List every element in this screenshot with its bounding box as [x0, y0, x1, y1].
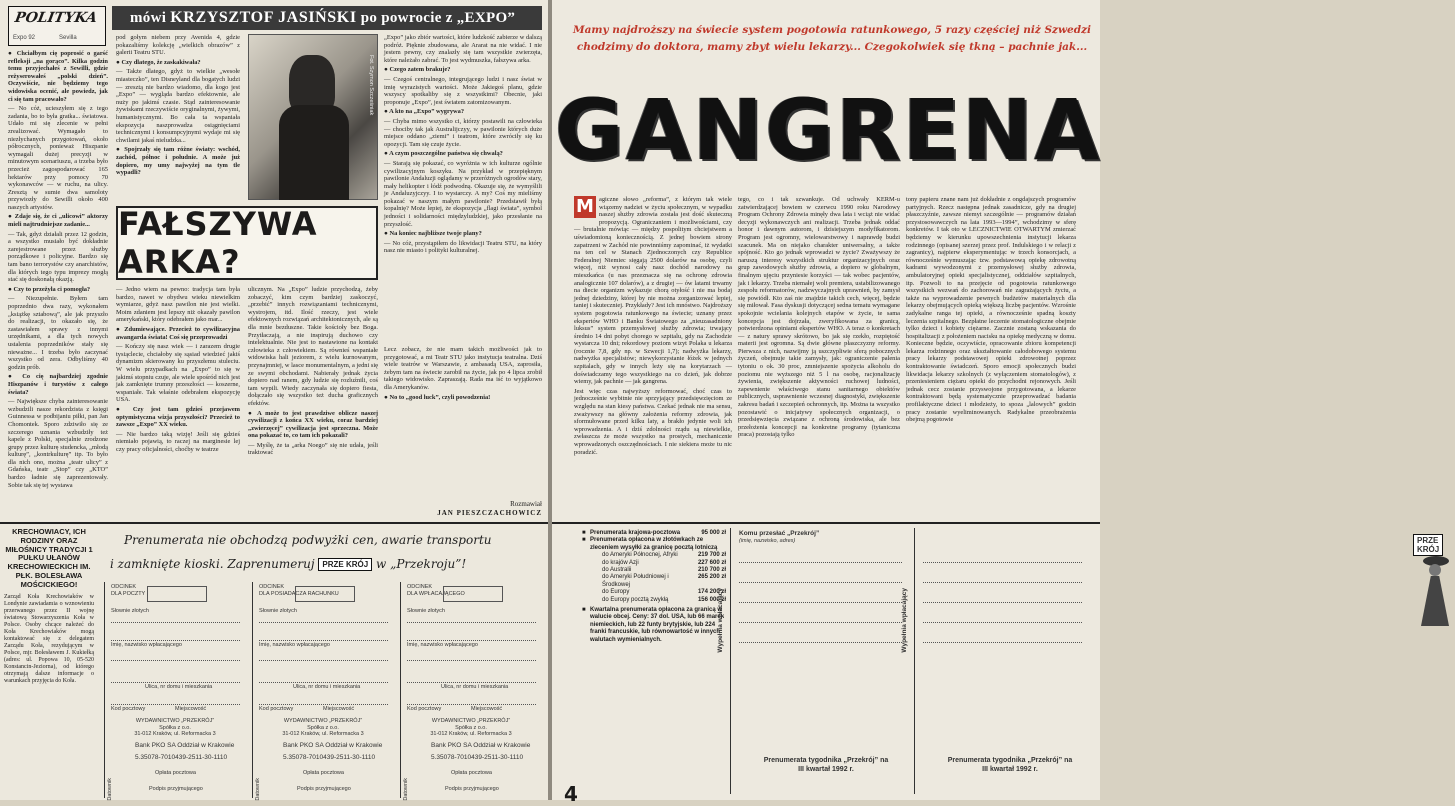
address-label: Ulica, nr domu i mieszkania [441, 684, 509, 690]
article-title-text: GANGRENA [554, 81, 1102, 179]
address-label: Ulica, nr domu i mieszkania [145, 684, 213, 690]
recipient-form-2[interactable] [901, 528, 1440, 794]
amount-words-line[interactable] [259, 622, 388, 623]
interview-question: ● Co cię najbardziej zgodnie Hiszpanów i turystów z całego świata? [8, 373, 108, 396]
publisher-line: 31-012 Kraków, ul. Reformacka 3 [282, 731, 364, 737]
article-column-1-text: agiczne słowo „reforma”, z którym tak wiele wiązemy nadziei w życiu społecznym, w wypadku naszej służby zdrowia została jest dość skuteczną propozycją. Ograniczaniem i możliwościami, czy — brutalnie mówiąc — między pospolitym chciejstwem a uświadomioną koniecznością. Z jednej bowiem strony zapatrzeni w Zachód nie powinniśmy zapominać, iż wydatki na ten cel w Stanach Zjednoczonych czy Republice Federalnej Niemiec sięgają 2500 dolarów na osobę, czyli więcej, niż wynosi cały nasz dochód narodowy na mieszkańca (u nas przeznacza się na ochronę zdrowia analogicznie 107 dolarów), a z drugiej — ów latami trwamy na diecie organizm wykazuje chorą otyłość i nie ma bodaj jednej dziedziny, której by nie można zorganizować lepiej, taniej i skuteczniej. Przykłady? Jest ich mnóstwo. Najdroższy system pogotowia ratunkowego na świecie; uznany przez ekspertów WHO i Banku Światowego za „nieuzasadniony luksus” system przemysłowej służby zdrowia; trwający średnio 14 dni pobyt chorego w szpitalu, gdy na Zachodzie wystarcza 10 dni; rekordowy poziom wizyt Polaka u lekarza (rocznie 7,8, gdy np. w Szwecji 1,7); nadwyżka lekarzy, nadwyżka specjalistów; niewykorzystanie łóżek w jednych szpitalach, gdy w innych leży się na korytarzach — doświadczamy tego wszystkiego na co dzień, jak dobrze wiemy, jak pachnie — jak gangrena. [574, 196, 732, 386]
interview-answer: — Myślę, że ta „arka Noego” się nie udała, jeśli traktować [248, 441, 378, 457]
bank-name: Bank PKO SA Oddział w Krakowie [431, 742, 531, 749]
form-header: ODCINEK [259, 584, 285, 590]
payment-form[interactable] [400, 582, 542, 801]
signature-label: Podpis przyjmującego [445, 786, 499, 792]
form-header: ODCINEK [111, 584, 137, 590]
article-column-1 [574, 196, 732, 522]
recipient-form-headsub: (imię, nazwisko, adres) [739, 538, 796, 544]
interview-question: ● No to „good luck”, czyli powodzenia! [384, 393, 491, 401]
recipient-line[interactable] [739, 562, 902, 563]
payment-form[interactable] [252, 582, 394, 801]
interview-answer: „Expo” jako zbiór wartości, które ludzkość zabierze w dalszą podróż. Pięknie zbudowana, ale Ararat na nie widać. I nie jestem pewny, czy znalazły się tam wszystkie zwierzęta, które należało zabrać. To jest wydmuszka, fałszywa arka. [384, 34, 542, 64]
interview-column-2 [116, 34, 240, 199]
interview-column-6 [384, 346, 542, 518]
form-header-2: DLA POSIADACZA RACHUNKU [259, 591, 339, 597]
offer-item [582, 530, 726, 537]
polityka-logo [8, 6, 106, 46]
name-label: Imię, nazwisko wpłacającego [407, 642, 478, 648]
offer-item-label: Prenumerata krajowa-pocztowa [590, 530, 681, 536]
interview-question: ● A kto na „Expo” wygrywa? [384, 108, 465, 116]
city-line[interactable] [111, 704, 240, 705]
datownik-label: Datownik [107, 778, 113, 801]
page-number: 4 [564, 782, 578, 806]
interview-column-3 [384, 34, 542, 344]
interview-answer: — No cóż, ucieszyłem się z tego zadania, bo to była gratka... światowa. Udało mi się zlecenie w pełni zrealizować. Wymagało to niezłychanych przygotowań, około półrocznych, ponieważ Hiszpanie wymagali dużej precyzji w minutowym scenariuszu, a trzeba było przecież zagospodarować 165 hektarów przy pomocy 70 wykonawców — w ruchu, na ulicy. Zresztą w sumie dwa samoloty przywiozły do Sewilli około 400 naszych artystów. [8, 105, 108, 211]
publisher-block [109, 718, 241, 738]
amount-words-label: Słownie złotych [259, 608, 297, 614]
interview-answer: — Największe chyba zainteresowanie wzbudzili nasze rekordzista z księgi Guinnessa w podbijaniu piłki, pan Jan Chomontek. Sporo zdziwiło się ze szczerego uznania wzbudziły też kapele z Polski, specjalnie zrodzone grupy przez kulturę studencka, „młodą kulturę”, „kontrkulturę” itp. To było dla nich ono, można „teatr ulicy” z Gdańska, teatr „Stop” czy „KTO” bardzo ładnie się zaprezentowały. Sobie tak się tej wystawa [8, 398, 108, 489]
signature-name: JAN PIESZCZACHOWICZ [437, 509, 542, 517]
interview-answer: — Jedno wiem na pewno: tradycja tam była bardzo, nawet w obydwu wieku niewielkim wymiarze, gdyż nasz pawilon nie jest wielki. Moim zdaniem jest lepszy niż okazały pawilon amerykański, który odebrałem jako mar... [116, 286, 240, 324]
publisher-line: Spółka z o.o. [159, 724, 191, 731]
recipient-line[interactable] [923, 582, 1082, 583]
name-line-2[interactable] [259, 660, 388, 661]
postal-fee-label: Opłata pocztowa [303, 770, 344, 776]
interview-answer: ulicznym. Na „Expo” ludzie przychodzą, żeby zobaczyć, kim czym bardziej zaskoczyć, „przebić” innych rozwiązaniami technicznymi, wystrojem, itd. Ilość rzeczy, jest wiele efektownych rozwiązań architektonicznych, ale są dla mnie bezduszne. Takie kościoły bez Boga. Przytłaczają, a nie inspirują duchowo czy intelektualnie. Nie jest to nastawione na kontakt człowieka z człowiekiem. Są równieś wspaniałe widowiska hali jeziorem, z wielu kurnowanym, przynajmniej, w lasce monumentalnym, a jedni się ze swymi obchodami. Nabierały jednak życia dopiero nad ranem, gdy ludzie się rozluźnili, coś tam wypili. Wtedy zaczynała się dopiero fiesta, dołączało się wszystko też ducha graficznych efektów. [248, 286, 378, 407]
interview-question: ● Czy dlatego, że zaskakiwała? [116, 58, 201, 66]
photo-caption: Fot. Szymon Szcześniak [368, 55, 374, 116]
address-line[interactable] [259, 682, 388, 683]
publisher-block [405, 718, 537, 738]
offer-row [582, 574, 726, 589]
interview-column-1 [8, 50, 108, 520]
article-column-2-text: tego, co i tak szwankuje. Od uchwały KERM-u zatwierdzającej bowiem w czerwcu 1990 roku Narodowy Program Ochrony Zdrowia minęły dwa lata i wciąż nie widać decyzji wykonawczych ani realizacji. Trzeba jednak oddać honor i dawnym autorom, i dzisiejszym modyfikatorom. Program jest ogromny, wielowarstwowy i naprawdę budzi szacunek. Ma on niejako charakter uniwersalny, a także spójność. Kto go jednak wprowadzi w życie? Zważywszy że naruszą interesy wszystkich struktur organizacyjnych oraz grup zawodowych służby zdrowia, a dopiero w globalnym, finalnym ujęciu przyniesie korzyści — tak wobec pacjentów, jak i lekarzy. Trzeba niemałej woli premiera, ustabilizowanego zespołu reformatorów, nadzwyczajnych uprawnień, by zamysł się powiódł. Kto zaś nie znajdzie takich cech, więcej, będzie się miłował. Fasa dyskusji dotyczącej sedna tematu wymagane spokojnie wcielania kolejnych etapów w życie, te sama koncepcja jest dojrzała, zweryfikowana za granicą, potwierdzona opiniami ekspertów WHO. A teraz o konkretach — z natury sprawy skrótowo, bo jak się rzekło, rozpiętość materii jest ogromna. Są dwie główne płaszczyzny reformy. Pierwsza z nich, nazwijmy ją uszczypliwie sferą pobocznych życzeń, obejmuje takie zamysły, jak: ograniczenie palenia tytoniu o ok. 30 proc, zmniejszenie spożycia alkoholu do poziomu nie wyższego niż 5 l na osobę, racjonalizację żywienia, zwiększenie aktywności ruchowej ludności, zapewnienie właściwego stanu sanitarnego obiektów publicznych, usprawnienie wczesnej diagnostyki, zwiększenie zakresu badań i szczepień ochronnych, itp. Można ta wszystko pozostawić o inicjatywy społecznych organizacji, o przedsięwzięcia związane z ochroną środowiska, ale bez przełożenia koncepcji na konkretne programy (tytaniczna praca) pozostają tylko [738, 196, 900, 439]
publisher-line: WYDAWNICTWO „PRZEKRÓJ” [135, 718, 215, 724]
recipient-line[interactable] [739, 642, 902, 643]
interview-answer: — Także dlatego, gdyż to wielkie „wesołe miasteczko”, ten Disneyland dla bogatych ludzi — zresztą nie bardzo wiadomo, dla kogo jest „Expo” — wygląda bardzo efektownie, ale nuży po jakimś czasie. Stąd zainteresowanie żywiskami rzeczywiście oryginalnymi, żywymi, humanistycznymi. Bo cała ta wspaniała ekspozycja naszprowadza osiągnięciami technicznymi i konsumpcyjnymi wydaje mi się chwilami jakaś nieludzka... [116, 68, 240, 144]
lady-illustration [1415, 556, 1455, 628]
przekroj-logo: PRZE KRÓJ [318, 558, 372, 571]
publisher-line: 31-012 Kraków, ul. Reformacka 3 [430, 731, 512, 737]
recipient-line[interactable] [923, 562, 1082, 563]
article-column-1-text-b: Jest więc czas najwyższy reformować, choć czas to jednocześnie wybitnie nie sprzyjający przedsięwzięciom ze względu na stan kiesy państwa. Czekać jednak nie ma sensu, zważywszy na główny założenia reformy zdrowia, jak sformułowane przed kilku laty, a brakło jedynie woli ich wprowadzenia. A i dziś zdolności rządu są niewielkie, zwłaszcza że może wszystko na prostych, mechanicznie wprowadzonych oszczędnościach. I nie siekiera może tu nic poradzić. [574, 387, 732, 456]
offer-row-label: do Europy pocztą zwykłą [602, 596, 669, 603]
interview-question: ● Czy jest tam gdzieś przejawem optymistyczna wizja przyszłości? Przecież to zawsze „Expo” XX wieku. [116, 405, 240, 429]
offer-row [582, 552, 726, 559]
offer-row [582, 597, 726, 604]
recipient-line[interactable] [739, 622, 902, 623]
amount-words-line[interactable] [111, 622, 240, 623]
signature-label: Podpis przyjmującego [297, 786, 351, 792]
offer-row [582, 589, 726, 596]
datownik-label: Datownik [255, 778, 261, 801]
fake-ark-text: FAŁSZYWA ARKA? [118, 205, 318, 281]
recipient-form-side-caption: Wypełnia wpłacający [717, 588, 724, 653]
krechowiacy-body: Zarząd Koła Krechowiaków w Londynie zawiadamia o wznowieniu przerwanego przez II wojnę światową Stowarzyszenia Koła w Polsce. Osoby chcące należeć do Koła Krechowiaków mogą kontaktować się z delegatem Zarządu Koła, rezydującym w Polsce, mjr. Bolesławem J. Kukiełką (adres: ul. Popowa 10, 05-520 Konstancin-Jeziorna), od którego otrzymają dalsze informacje o warunkach przyjęcia do Koła. [4, 593, 94, 684]
photo-figure-body [279, 105, 349, 200]
subscription-prices [582, 530, 726, 750]
offer-item-label: Prenumerata opłacona w złotówkach ze zleceniem wysyłki za granicę pocztą lotniczą [590, 537, 718, 551]
offer-row [582, 560, 726, 567]
recipient-form[interactable] [717, 528, 910, 794]
city-label: Kod pocztowy [259, 706, 294, 712]
interview-question: ● A czym poszczególne państwa się chwalą? [384, 150, 503, 158]
name-label: Imię, nazwisko wpłacającego [111, 642, 182, 648]
city-label: Kod pocztowy [111, 706, 146, 712]
offer-row-price: 210 700 zł [697, 567, 726, 574]
name-line-2[interactable] [407, 660, 536, 661]
interview-answer: — Nie bardzo taką wizję! Jeśli się gdzieś niemiało pojawią, to raczej na marginesie lej czy pracy oficjalności, choćby w teatrze [116, 430, 240, 453]
address-label: Ulica, nr domu i mieszkania [293, 684, 361, 690]
offer-item-price: 95 000 zł [701, 530, 726, 536]
city-line[interactable] [407, 704, 536, 705]
subscription-promo [104, 528, 544, 578]
name-line[interactable] [259, 640, 388, 641]
recipient-line[interactable] [923, 642, 1082, 643]
subscription-prices-section [552, 522, 1440, 806]
form-header-2: DLA POCZTY [111, 591, 146, 597]
interview-answer: — Niezupełnie. Byłem tam poprzednio dwa razy, wykonałem „książkę sztabową”, ale jak przyszło do realizacji, to okazało się, że zastawiałem sprawy z innymi urzędnikami, a dla tych nowych ustalenia poprzedników stały się nieważne... I trzeba było zaczynać wszystko od zera. Odbyliśmy 40 godzin prób. [8, 295, 108, 371]
city-line[interactable] [259, 704, 388, 705]
promo-line-1: Prenumerata nie obchodzą podwyżki cen, awarie transportu [124, 533, 492, 547]
interview-question: ● Zdaje się, że ci „ulicowi” aktorzy mieli najtrudniejsze zadanie... [8, 213, 108, 229]
interview-column-5 [248, 286, 378, 518]
interview-answer: — No cóż, przystąpiłem do likwidacji Teatru STU, na który nasz nie miasto i polityki kulturalnej. [384, 239, 542, 255]
payment-form[interactable] [104, 582, 246, 801]
publisher-line: WYDAWNICTWO „PRZEKRÓJ” [283, 718, 363, 724]
amount-box[interactable] [443, 586, 503, 602]
publisher-line: Spółka z o.o. [455, 724, 487, 731]
promo-line-2-end: w „Przekroju”! [376, 557, 467, 571]
amount-box[interactable] [147, 586, 207, 602]
publisher-block [257, 718, 389, 738]
interview-question: ● Czego zatem brakuje? [384, 66, 451, 74]
interview-question: ● Spojrzały się tam różne światy: wschód, zachód, północ i południe. A może już dopiero, my umy najwyżej na tym tle wypadli? [116, 146, 240, 177]
interview-photo [248, 34, 378, 200]
offer-row [582, 567, 726, 574]
headline-name: KRZYSZTOF JASIŃSKI [170, 9, 357, 26]
datownik-label: Datownik [403, 778, 409, 801]
account-number: 5.35078-7010439-2511-30-1110 [135, 754, 228, 761]
account-number: 5.35078-7010439-2511-30-1110 [283, 754, 376, 761]
city-label: Kod pocztowy [407, 706, 442, 712]
interview-answer: pod gołym niebem przy Avenida 4, gdzie pokazaliśmy kolekcję „wielkich obrazów” z galerii Teatru STU. [116, 34, 240, 57]
form-header-2: DLA WPŁACAJĄCEGO [407, 591, 465, 597]
name-line[interactable] [407, 640, 536, 641]
interview-answer: — Kończy się nasz wiek — i zarazem drugie tysiąclecie, chciałoby się sąsiad wiedzieć jakiś dynamizm skierowany ku przyszłemu stuleciu. W wielu przypadkach na „Expo” to się w jakimś stopniu czuje, ale wiele spośród nich jest jak zamknięte trumny przeszłości — koszerne, wspaniałe. Tak właśnie odebrałem ekspozycję USA. [116, 343, 240, 404]
offer-row-label: do Europy [602, 589, 630, 596]
offer-row-label: do Australii [602, 567, 632, 574]
recipient-form-2-side-caption: Wypełnia wpłacający [901, 588, 908, 653]
address-line[interactable] [407, 682, 536, 683]
recipient-line[interactable] [923, 622, 1082, 623]
interview-answer: — Chyba mimo wszystko ci, którzy postawili na człowieka — chociby tak jak Australijczyy, w pawilonie których duże miejsce oddano „ziemi” i teatrom, które zwróciły się ku opozycji. Tam się czuje życie. [384, 117, 542, 148]
offer-row-price: 156 000 zł [697, 596, 726, 603]
interview-signature [384, 500, 542, 518]
offer-row-price: 174 200 zł [697, 589, 726, 596]
recipient-form-head: Komu przesłać „Przekrój” [739, 530, 820, 537]
interview-question: ● Czy to przeżyła ci pomogła? [8, 285, 91, 293]
form-header: ODCINEK [407, 584, 433, 590]
recipient-line[interactable] [923, 602, 1082, 603]
article-strapline: Mamy najdroższy na świecie system pogotowia ratunkowego, 5 razy częściej niż Szwedzi chodzimy do doktora, mamy zbyt wielu lekarzy... Czegokolwiek się tkną – pachnie jak... [572, 24, 1092, 53]
interview-question: ● Na koniec najbliższe twoje plany? [384, 230, 482, 238]
krechowiacy-title: KRECHOWIACY, ICH RODZINY ORAZ MIŁOŚNICY TRADYCJI 1 PUŁKU UŁANÓW KRECHOWIECKICH IM. PŁK. BOLESŁAWA MOŚCICKIEGO! [5, 527, 93, 589]
interview-question: ● Chciałbym cię poprosić o garść refleksji „na gorąco”. Kilka godzin temu przyjechałeś z Sewilli, gdzie reżyserowałeś „polski dzień”. Oczywiście, nie będziemy tego widowiska ocenić, ale powiedz, jak ci się tam pracowało? [8, 50, 108, 103]
drop-cap: M [574, 196, 596, 218]
bank-name: Bank PKO SA Oddział w Krakowie [283, 742, 383, 749]
offer-item [582, 537, 726, 552]
account-number: 5.35078-7010439-2511-30-1110 [431, 754, 524, 761]
name-line-2[interactable] [111, 660, 240, 661]
interview-headline [112, 6, 542, 30]
publisher-line: 31-012 Kraków, ul. Reformacka 3 [134, 731, 216, 737]
postal-fee-label: Opłata pocztowa [155, 770, 196, 776]
amount-box[interactable] [295, 586, 355, 602]
right-page [552, 0, 1440, 806]
offer-row-price: 265 200 zł [697, 574, 726, 581]
interview-column-4 [116, 286, 240, 518]
offer-row-label: do Ameryki Południowej i Środkowej [602, 574, 669, 588]
promo-line-2 [110, 552, 466, 576]
lady-head [1429, 564, 1441, 576]
city-label-2: Miejscowość [323, 706, 355, 712]
offer-quarterly: ■ Kwartalna prenumerata opłacona za granicą w walucie obcej. Ceny: 37 dol. USA, lub 66 marek niemieckich, lub 22 funty brytyjskie, lub 224 franki francuskie, lub równowartość w innych walutach wymienialnych. [582, 607, 726, 644]
article-column-3 [906, 196, 1076, 522]
interview-answer: — Tak, gdyż działali przez 12 godzin, a wszystko musiało być dokładnie zarejestrowane przez służby porządkowe i policyjne. Bardzo się tam bano terrorystów czy anarchistów, dla których tego typu imprezy mogłą stać się doskonałą okazją. [8, 230, 108, 284]
interview-question: ● A może to jest prawdziwe oblicze naszej cywilizacji z końca XX wieku, coraz bardziej „zwierzęcej” cywilizacja jest sprzeczna. Może ona pokazać to, co tam ich pokazali? [248, 409, 378, 440]
interview-answer: Lecz zobacz, że nie mam takich możliwości jak to przygotować, a mi Teatr STU jako instytucja teatralna. Dziś wiele teatrów w Warszawie, z ambasadą USA, zaprosiła, żebym tam na świecie zarobił na życie, jak po 4 lipca zrobił takiego widowisko. Zapraszają. Rada ma iść to wyjątkowo dla Amerykanów. [384, 346, 542, 391]
amount-words-label: Słownie złotych [111, 608, 149, 614]
subscription-section [0, 522, 548, 800]
offer-row-price: 219 700 zł [697, 552, 726, 559]
amount-words-label: Słownie złotych [407, 608, 445, 614]
publisher-line: Spółka z o.o. [307, 724, 339, 731]
bank-name: Bank PKO SA Oddział w Krakowie [135, 742, 235, 749]
logo-sub: Expo 92 [13, 35, 36, 41]
krechowiacy-notice [4, 528, 94, 798]
article-column-3-text: tony papieru znane nam już dokładnie z ongdajszych programów partyjnych. Rzecz następna jednak zasadnicze, gdy na drugiej płaszczyźnie, zawsze niemyt szczególnie — programów działań przystosowawczych na lata 1993—1994”, wchodzimy w sferę konkretów. I tak oto w LECZNICTWIE OTWARTYM zmierzać będziemy w kierunku upowszechnienia instytucji lekarza rodzinnego (opisanej szerzej przez prof. Indulskiego i w relacji z zagranicy), najpierw eksperymentując w trzech konsorcjach, a równocześnie wymuszając tzw. podstawową opiekę zdrowotną kadrami wywodzonymi z przemysłowej służby zdrowia, ambulatoryjnej opieki specjalistycznej, oddziałów szpitalnych, itp. Pozwoli to na przejęcie od pogotowia ratunkowego wszystkich wezwań do zachorowań nie zagrażających życiu, a także na wyprowadzenie pewnych budżetów materialnych dla lekarzy obejmujących opieką większą liczbę pacjentów. Wzrośnie zadykalne ranga tej opieki, a równocześnie spadną koszty leczenia szpitalnego. Bezpłatne leczenie stomatologiczne obejmie tylko dzieci i kobiety ciężarne. Zacznie zostaną wskazania do hospitalizacji z położeniem nacisku na opiekę medyczną w domu. Konieczne będzie, oczywiście, opracowanie zbioru kompetencji lekarza rodzinnego oraz ukształtowanie całodobowego systemu pracy lekarzy podstawowej opieki zdrowotnej poprzez kontraktowanie świadczeń. Sporo emocji społecznych budzi likwidacja lekarzy szkolnych (z wyłączeniem stomatologów), z przeniesieniem ciężaru opieki do przychodni rejonowych. Jeśli jednak cecz zostanie przyswojone przygotowana, a lekarze kontraktowani będą systematycznie przeprowadzać badania profilaktyczne dzieci i młodzieży, to spoza „lalowych” godzin pracy zostanie wyeliminowanych. Radykalne przeobrażenia obejmą pogotowie [906, 196, 1076, 424]
recipient-form-2-footer: Prenumerata tygodnika „Przekrój” na III kwartał 1992 r. [947, 757, 1073, 773]
logo-sub2: Sevilla [59, 35, 77, 41]
lady-dress [1421, 576, 1449, 626]
name-label: Imię, nazwisko wpłacającego [259, 642, 330, 648]
logo-brand: POLITYKA [13, 10, 99, 26]
postal-fee-label: Opłata pocztowa [451, 770, 492, 776]
article-column-2 [738, 196, 900, 522]
fake-ark-headline [116, 206, 378, 280]
address-line[interactable] [111, 682, 240, 683]
recipient-line[interactable] [739, 582, 902, 583]
offer-row-label: do Ameryki Północnej, Afryki [602, 552, 678, 559]
article-title [554, 68, 1102, 192]
przekroj-logo-right: PRZE KRÓJ [1413, 534, 1443, 556]
name-line[interactable] [111, 640, 240, 641]
left-page [0, 0, 548, 800]
signature-label: Rozmawiał [510, 500, 542, 508]
amount-words-line[interactable] [407, 622, 536, 623]
recipient-form-footer: Prenumerata tygodnika „Przekrój” na III kwartał 1992 r. [763, 757, 889, 773]
signature-label: Podpis przyjmującego [149, 786, 203, 792]
city-label-2: Miejscowość [471, 706, 503, 712]
interview-answer: — Starają się pokazać, co wyróżnia w ich kulturze ogólnie cywilizacyjnym koszyku. Na przykład w przepięknym pawilonie Andaluzji oglądamy w przeróżnych ogrodów stary, mały helikopter i łódź podwodną. Okazuje się, że wymyślili je Andaluzyjczyy. I to wystarczy. A my? Coś my mieliśmy pokazać w naszym małym pawilonie? Przedstawił byłą kopalnię? Może lepiej, że ekspozycja „flagi świata”, symbol jedności i solidarności międzyludzkiej, jako przesłanie na przyszłość. [384, 159, 542, 228]
headline-prefix: mówi [130, 10, 167, 26]
recipient-line[interactable] [739, 602, 902, 603]
publisher-line: WYDAWNICTWO „PRZEKRÓJ” [431, 718, 511, 724]
interview-answer: — Czegoś centralnego, integrującego ludzi i nasz świat w imię wyrazistych wartości. Może Jakiegoś planu, gdzie wszyscy spotkaliby się z wszystkimi? Obecnie, jaki proponuje „Expo”, jest światem zatomizowanym. [384, 75, 542, 106]
headline-suffix: po powrocie z „EXPO” [360, 10, 516, 26]
offer-row-price: 227 600 zł [697, 559, 726, 566]
promo-line-2-text: i zamknięte kioski. Zaprenumeruj [110, 557, 315, 571]
city-label-2: Miejscowość [175, 706, 207, 712]
offer-row-label: do krajów Azji [602, 559, 639, 566]
interview-question: ● Zdumiewające. Przecież to cywilizacyjna awangarda świata! Coś się przeprowadzi [116, 325, 240, 341]
